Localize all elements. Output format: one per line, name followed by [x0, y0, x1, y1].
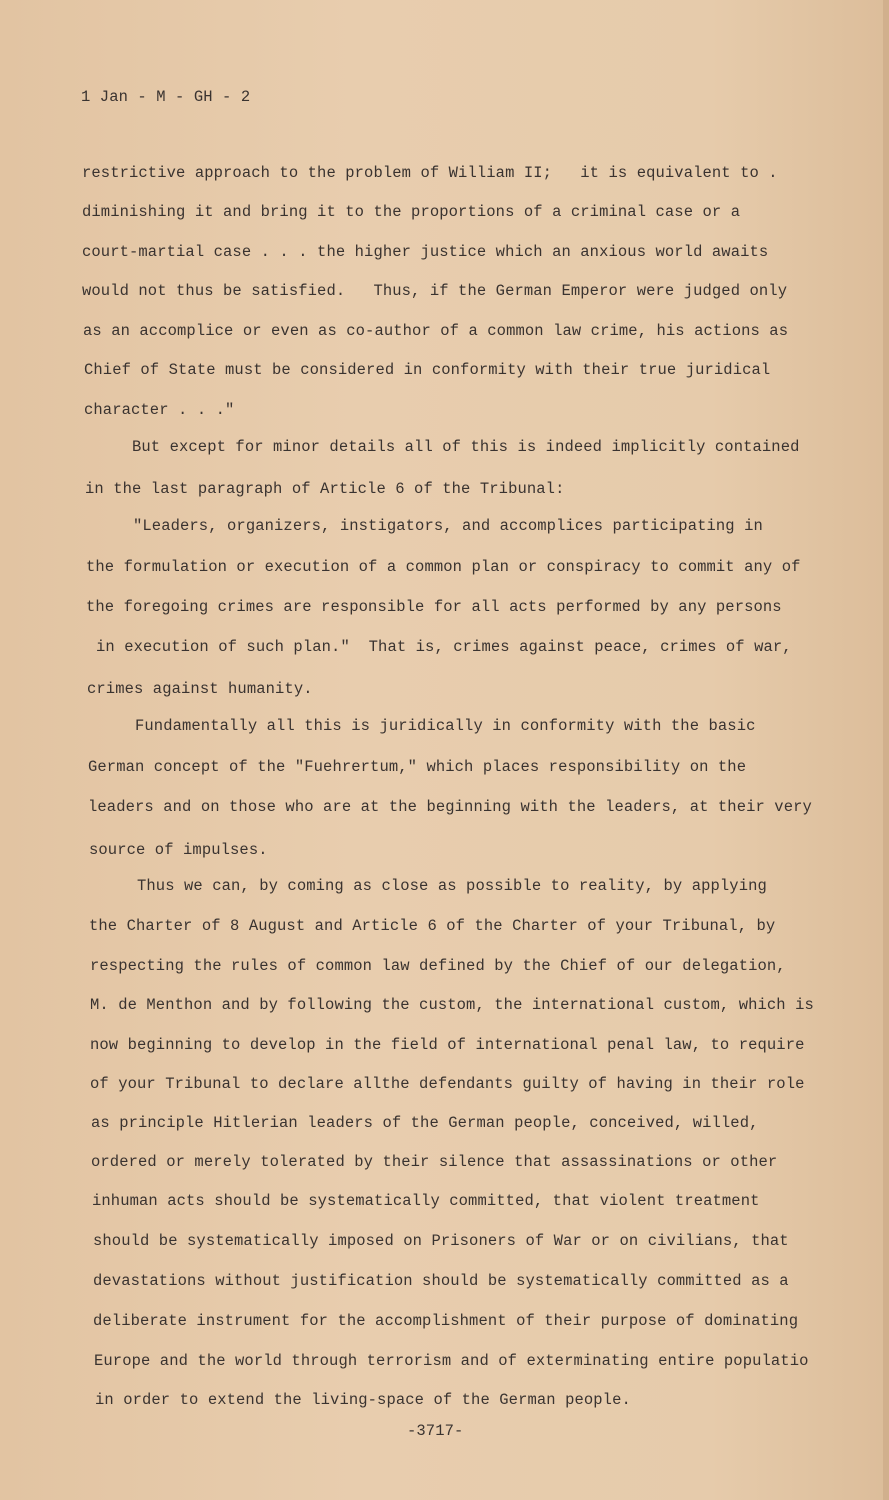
- text-line: as an accomplice or even as co-author of a common law crime, his actions as: [83, 322, 789, 340]
- text-line: of your Tribunal to declare allthe defendants guilty of having in their role: [90, 1075, 805, 1093]
- text-line: devastations without justification should be systematically committed as a: [93, 1272, 789, 1290]
- text-line: diminishing it and bring it to the proportions of a criminal case or a: [82, 203, 741, 221]
- text-line: M. de Menthon and by following the custom, the international custom, which is: [90, 996, 814, 1014]
- text-line: inhuman acts should be systematically committed, that violent treatment: [92, 1192, 760, 1210]
- page-number: -3717-: [407, 1422, 464, 1440]
- text-line: in the last paragraph of Article 6 of the Tribunal:: [85, 480, 565, 498]
- text-line: would not thus be satisfied. Thus, if the German Emperor were judged only: [82, 282, 788, 300]
- text-line: ordered or merely tolerated by their silence that assassinations or other: [91, 1153, 778, 1171]
- quote-line: the formulation or execution of a common plan or conspiracy to commit any of: [86, 558, 801, 576]
- text-line: court-martial case . . . the higher justice which an anxious world awaits: [82, 243, 769, 261]
- text-line: German concept of the "Fuehrertum," which places responsibility on the: [88, 758, 747, 776]
- text-line: Europe and the world through terrorism and of exterminating entire populatio: [94, 1352, 809, 1370]
- page-header: 1 Jan - M - GH - 2: [81, 88, 251, 106]
- text-line: leaders and on those who are at the beginning with the leaders, at their very: [88, 798, 812, 816]
- text-line: Fundamentally all this is juridically in conformity with the basic: [135, 717, 756, 735]
- page-edge: [883, 0, 889, 1500]
- quote-line: the foregoing crimes are responsible for all acts performed by any persons: [86, 598, 782, 616]
- text-line: source of impulses.: [89, 841, 268, 859]
- text-line: character . . .": [84, 401, 235, 419]
- text-line: respecting the rules of common law defined by the Chief of our delegation,: [90, 957, 786, 975]
- text-line: restrictive approach to the problem of William II; it is equivalent to .: [82, 164, 778, 182]
- quote-line: "Leaders, organizers, instigators, and accomplices participating in: [133, 517, 763, 535]
- text-line: in order to extend the living-space of the German people.: [95, 1391, 631, 1409]
- text-line: the Charter of 8 August and Article 6 of the Charter of your Tribunal, by: [89, 917, 776, 935]
- text-line: should be systematically imposed on Prisoners of War or on civilians, that: [93, 1232, 789, 1250]
- text-line: as principle Hitlerian leaders of the German people, conceived, willed,: [91, 1114, 759, 1132]
- text-line: crimes against humanity.: [87, 680, 313, 698]
- text-line: now beginning to develop in the field of international penal law, to require: [90, 1036, 805, 1054]
- text-line: Thus we can, by coming as close as possible to reality, by applying: [137, 877, 767, 895]
- text-line: deliberate instrument for the accomplishment of their purpose of dominating: [93, 1312, 799, 1330]
- quote-line: in execution of such plan." That is, crimes against peace, crimes of war,: [96, 638, 792, 656]
- text-line: But except for minor details all of this is indeed implicitly contained: [132, 438, 800, 456]
- text-line: Chief of State must be considered in conformity with their true juridical: [84, 361, 771, 379]
